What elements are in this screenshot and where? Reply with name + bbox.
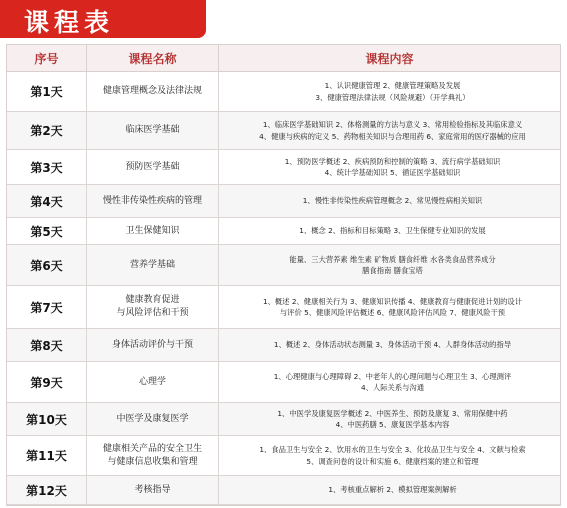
- course-content: [219, 245, 560, 285]
- table-row: [7, 436, 560, 476]
- course-name-line: 健康管理概念及法律法规: [102, 86, 202, 96]
- course-content-line: 能量、三大营养素 维生素 矿物质 膳食纤维 水各类食品营养成分: [289, 254, 496, 264]
- course-content: [219, 476, 560, 504]
- course-content-line: 1、概念 2、指标和目标策略 3、卫生保健专业知识的发展: [299, 226, 486, 236]
- day-number: 第9天: [7, 362, 87, 402]
- course-name-line: 预防医学基础: [125, 161, 180, 172]
- course-content: [219, 362, 560, 402]
- course-content-line: 1、慢性非传染性疾病管理概念 2、常见慢性病相关知识: [302, 196, 483, 206]
- day-number: 第11天: [7, 436, 87, 475]
- header-course-name: 课程名称: [87, 45, 219, 71]
- course-content-line: 4、健康与疾病的定义 5、药物相关知识与合理用药 6、家庭常用的医疗器械的应用: [259, 131, 526, 141]
- course-content-line: 4、人际关系与沟通: [360, 383, 425, 392]
- course-content-line: 1、心理健康与心理障碍 2、中老年人的心理问题与心理卫生 3、心理测评: [273, 371, 512, 381]
- course-content: [219, 112, 560, 149]
- course-name-line: 与风险评估和干预: [116, 308, 189, 318]
- course-content-line: 1、考核重点解析 2、模拟管理案例解析: [328, 485, 457, 495]
- day-number: 第2天: [7, 112, 87, 149]
- day-number: 第5天: [7, 218, 87, 244]
- course-name-line: 营养学基础: [129, 259, 175, 270]
- course-name-line: 健康相关产品的安全卫生: [102, 443, 202, 454]
- day-number: 第4天: [7, 185, 87, 217]
- course-content-line: 1、中医学及康复医学概述 2、中医养生、预防及康复 3、常用保健中药: [277, 408, 508, 418]
- day-number: 第8天: [7, 329, 87, 361]
- table-row: [7, 362, 560, 403]
- course-content-line: 1、概述 2、健康相关行为 3、健康知识传播 4、健康教育与健康促进计划的设计: [262, 296, 523, 306]
- table-row: [7, 218, 560, 245]
- course-content-line: 1、概述 2、身体活动状态测量 3、身体活动干预 4、人群身体活动的指导: [273, 340, 512, 350]
- table-body: [7, 72, 560, 505]
- table-row: [7, 476, 560, 505]
- day-number: 第3天: [7, 150, 87, 184]
- course-name-line: 慢性非传染性疾病的管理: [102, 195, 202, 206]
- course-content-line: 4、中医药膳 5、康复医学基本内容: [335, 420, 450, 429]
- course-name: [87, 362, 219, 402]
- table-row: [7, 403, 560, 436]
- course-content: [219, 286, 560, 328]
- course-content: [219, 329, 560, 361]
- course-name: [87, 185, 219, 217]
- course-content-line: 4、统计学基础知识 5、循证医学基础知识: [324, 168, 461, 177]
- course-content-line: 1、预防医学概述 2、疾病预防和控制的策略 3、流行病学基础知识: [284, 156, 501, 166]
- course-name: [87, 112, 219, 149]
- schedule-table: [6, 44, 561, 506]
- table-row: [7, 72, 560, 112]
- day-number: 第7天: [7, 286, 87, 328]
- day-number: 第12天: [7, 476, 87, 504]
- course-name: [87, 329, 219, 361]
- course-name-line: 临床医学基础: [125, 125, 180, 135]
- course-content-line: 1、认识健康管理 2、健康管理策略及发展: [324, 81, 461, 90]
- table-row: [7, 245, 560, 286]
- table-row: [7, 150, 560, 185]
- table-row: [7, 185, 560, 218]
- course-content: [219, 218, 560, 244]
- day-number: 第10天: [7, 403, 87, 435]
- header-course-content: 课程内容: [365, 51, 414, 66]
- table-row: [7, 329, 560, 362]
- course-content-line: 膳食指南 膳食宝塔: [362, 266, 423, 275]
- course-name-line: 身体活动评价与干预: [111, 339, 193, 350]
- course-content-line: 5、调查问卷的设计和实施 6、健康档案的建立和管理: [306, 456, 479, 466]
- course-name-line: 健康教育促进: [125, 295, 180, 305]
- course-content: [219, 436, 560, 475]
- course-name: [87, 72, 219, 111]
- course-name: [87, 245, 219, 285]
- course-name: [87, 218, 219, 244]
- course-name: [87, 286, 219, 328]
- header-num: 序号: [7, 45, 87, 71]
- table-row: [7, 112, 560, 150]
- course-name: [87, 150, 219, 184]
- course-content-line: 3、健康管理法律法规（风险规避）（开学典礼）: [315, 92, 470, 102]
- table-row: [7, 286, 560, 329]
- table-header: [7, 45, 560, 72]
- course-content: [219, 72, 560, 111]
- course-content: [219, 403, 560, 435]
- course-name-line: 考核指导: [134, 484, 171, 495]
- page-title: 课程表: [24, 8, 115, 37]
- day-number: 第6天: [7, 245, 87, 285]
- course-content-line: 1、临床医学基础知识 2、体格测量的方法与意义 3、常用检验指标及其临床意义: [262, 120, 523, 129]
- course-content: [219, 150, 560, 184]
- course-name-line: 中医学及康复医学: [116, 413, 189, 424]
- course-name-line: 卫生保健知识: [125, 225, 180, 236]
- title-banner: [0, 0, 206, 38]
- course-content: [219, 185, 560, 217]
- day-number: 第1天: [7, 72, 87, 111]
- course-name: [87, 403, 219, 435]
- course-name-line: 与健康信息收集和管理: [107, 456, 198, 467]
- course-name: [87, 476, 219, 504]
- course-name-line: 心理学: [138, 376, 166, 387]
- course-content-line: 与评价 5、健康风险评估概述 6、健康风险评估风险 7、健康风险干预: [279, 308, 506, 317]
- course-name: [87, 436, 219, 475]
- course-content-line: 1、食品卫生与安全 2、饮用水的卫生与安全 3、化妆品卫生与安全 4、文献与检索: [259, 445, 526, 454]
